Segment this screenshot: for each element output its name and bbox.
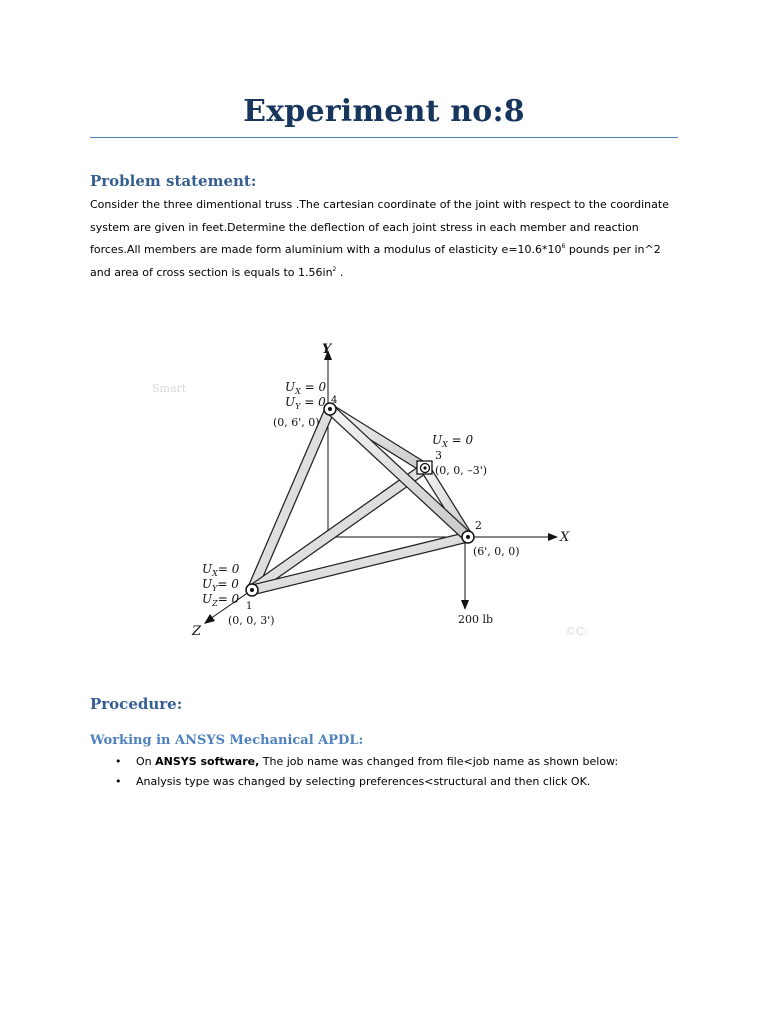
node1-uz: $U_Z= 0$ xyxy=(202,592,240,608)
node2-coords: (6', 0, 0) xyxy=(473,545,520,558)
watermark-right: ©C: xyxy=(565,625,589,638)
problem-text-mid: pounds per in^2 and area of cross section is equals to 1.56in xyxy=(90,243,661,279)
node2-label: 2 xyxy=(475,519,482,532)
node3-coords: (0, 0, –3') xyxy=(435,464,488,477)
load-arrow-head xyxy=(461,600,469,610)
list-item: • On ANSYS software, The job name was changed from file<job name as shown below: xyxy=(90,752,690,772)
problem-statement-heading: Problem statement: xyxy=(90,172,257,190)
procedure-list xyxy=(90,752,690,792)
node4-ux: $U_X = 0$ xyxy=(285,380,327,396)
z-axis-label: Z xyxy=(192,624,202,639)
joint-1 xyxy=(246,584,258,596)
x-axis-arrow xyxy=(548,533,558,541)
problem-text-main: Consider the three dimentional truss .The cartesian coordinate of the joint with respect to the coordinate system are given in feet.Determine the deflection of each joint stress in each member and reaction forces.All members are made form aluminium with a modulus of elasticity e=10.6*10 xyxy=(90,198,669,256)
z-axis-arrow xyxy=(204,614,215,624)
truss-diagram xyxy=(140,330,620,650)
joint-3 xyxy=(417,461,432,474)
load-label: 200 lb xyxy=(458,613,494,626)
bullet-icon: • xyxy=(115,755,122,768)
node1-coords: (0, 0, 3') xyxy=(228,614,275,627)
modulus-exponent: 6 xyxy=(561,243,566,250)
problem-text-end: . xyxy=(336,265,344,279)
page-title: Experiment no:8 xyxy=(243,94,525,129)
node3-label: 3 xyxy=(435,449,442,462)
procedure-heading: Procedure: xyxy=(90,695,183,713)
node1-ux: $U_X= 0$ xyxy=(202,562,240,578)
procedure-subheading: Working in ANSYS Mechanical APDL: xyxy=(90,733,364,748)
node1-label: 1 xyxy=(246,601,253,612)
x-axis-label: X xyxy=(560,530,570,545)
area-exponent: 2 xyxy=(332,265,337,273)
watermark-left: Smart xyxy=(152,382,187,395)
node4-coords: (0, 6', 0) xyxy=(273,416,320,429)
node1-uy: $U_Y= 0$ xyxy=(202,577,239,593)
title-underline xyxy=(90,137,678,138)
node4-uy: $U_Y = 0$ xyxy=(285,395,326,411)
y-axis-label: Y xyxy=(322,342,332,357)
problem-statement-text xyxy=(90,194,680,284)
bullet-icon: • xyxy=(115,775,122,788)
list-item: • Analysis type was changed by selecting preferences<structural and then click OK. xyxy=(90,772,690,792)
node4-label: 4 xyxy=(331,395,338,406)
joint-2 xyxy=(462,531,474,543)
node3-ux: $U_X = 0$ xyxy=(432,433,474,449)
